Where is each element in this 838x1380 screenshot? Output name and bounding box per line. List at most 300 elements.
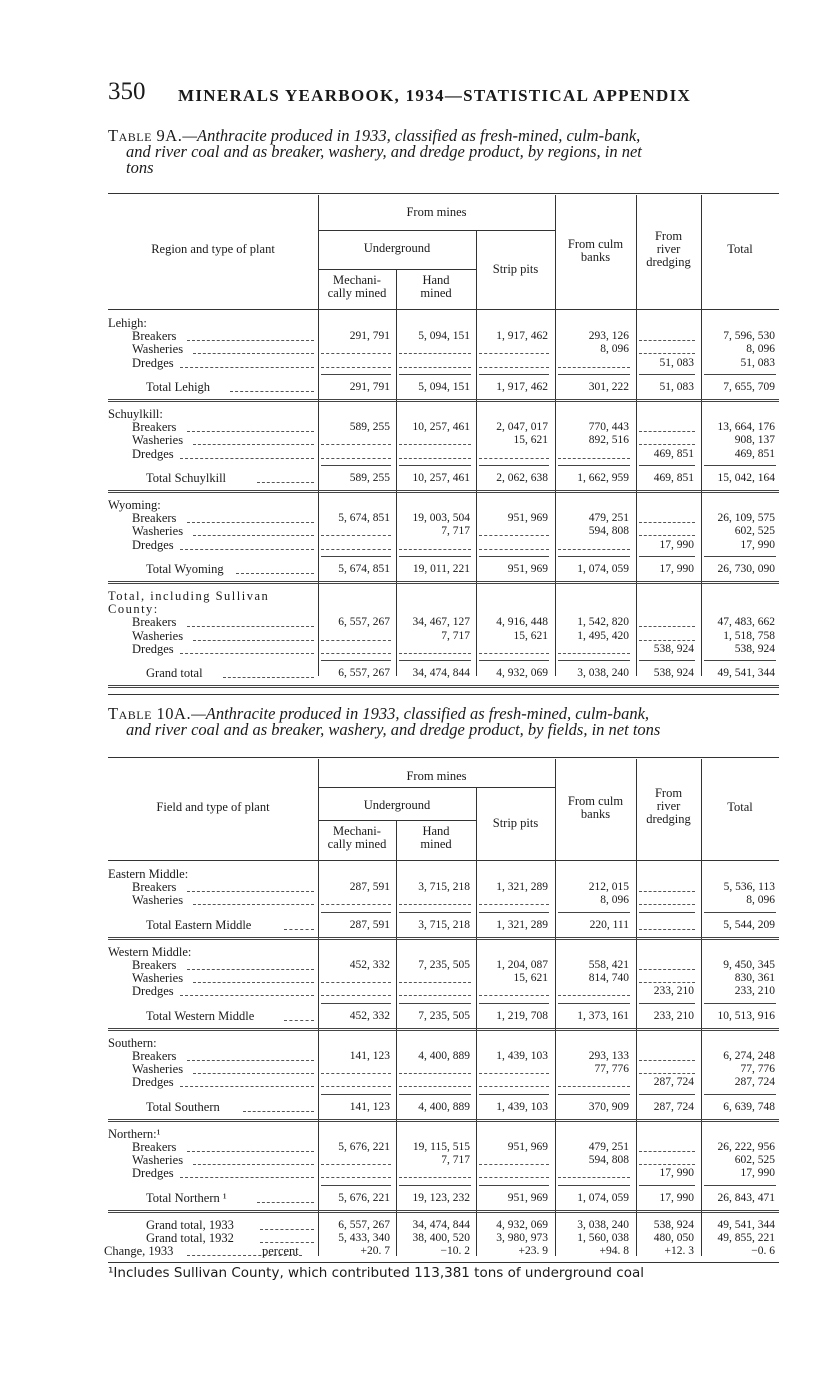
table-9a-title-line3: tons	[126, 158, 154, 177]
table-cell: 558, 421	[588, 959, 629, 971]
empty-cell-leader	[639, 1164, 695, 1165]
empty-cell-leader	[639, 444, 695, 445]
row-label: Dredges	[132, 355, 174, 370]
total-cell: 51, 083	[659, 380, 694, 393]
summary-cell: 38, 400, 520	[412, 1232, 470, 1244]
table-bottom-rule	[108, 694, 779, 695]
row-label: Dredges	[132, 1166, 174, 1181]
header-bottom-rule	[108, 860, 779, 861]
row-label: Washeries	[132, 524, 184, 539]
summary-cell: 3, 980, 973	[496, 1232, 548, 1244]
subtotal-rule	[321, 1003, 391, 1004]
total-cell: 370, 909	[588, 1100, 629, 1113]
group-heading: Eastern Middle:	[108, 867, 189, 881]
table-cell: 1, 204, 087	[496, 959, 548, 971]
row-label: Washeries	[132, 971, 184, 986]
table-top-rule	[108, 757, 779, 758]
empty-cell-leader	[639, 431, 695, 432]
table-cell: 19, 003, 504	[412, 512, 470, 525]
leader-dots	[187, 1151, 314, 1152]
total-cell: 1, 373, 161	[577, 1009, 629, 1022]
subtotal-rule	[321, 556, 391, 557]
total-cell: 2, 062, 638	[496, 471, 548, 484]
column-divider	[476, 230, 477, 676]
subtotal-rule	[399, 1094, 471, 1095]
table-cell: 830, 361	[734, 972, 775, 985]
subtotal-rule	[321, 465, 391, 466]
group-heading: Western Middle:	[108, 944, 192, 959]
total-cell: 291, 791	[349, 380, 390, 393]
subtotal-rule	[639, 556, 695, 557]
subtotal-rule	[639, 465, 695, 466]
empty-cell-leader	[399, 1073, 471, 1074]
summary-unit: percent	[262, 1244, 299, 1259]
summary-cell: 49, 855, 221	[717, 1232, 775, 1244]
table-9a-title-line1: —Anthracite produced in 1933, classified as fresh-mined, culm-bank,	[182, 126, 641, 145]
leader-dots	[284, 929, 314, 930]
total-cell: 3, 715, 218	[418, 918, 470, 931]
group-heading: Southern:	[108, 1035, 157, 1050]
table-cell: 17, 990	[740, 538, 775, 551]
empty-cell-leader	[399, 653, 471, 654]
total-cell: 7, 655, 709	[723, 380, 775, 393]
subtotal-rule	[399, 1003, 471, 1004]
table-cell: 1, 321, 289	[496, 881, 548, 894]
column-divider	[555, 759, 556, 1256]
subtotal-rule	[558, 465, 630, 466]
subtotal-rule	[558, 912, 630, 913]
subtotal-rule	[321, 912, 391, 913]
table-cell: 892, 516	[588, 434, 629, 447]
subtotal-rule	[399, 1185, 471, 1186]
total-cell: 469, 851	[653, 471, 694, 484]
empty-cell-leader	[479, 995, 549, 996]
subtotal-rule	[479, 556, 549, 557]
total-cell: 19, 123, 232	[412, 1191, 470, 1204]
hand-mined-header: Hand mined	[420, 824, 452, 851]
subtotal-rule	[399, 556, 471, 557]
row-label: Breakers	[132, 880, 177, 895]
subtotal-rule	[639, 1003, 695, 1004]
total-cell: 589, 255	[349, 471, 390, 484]
total-cell: 17, 990	[659, 562, 694, 575]
subtotal-rule	[704, 374, 776, 375]
table-cell: 479, 251	[588, 512, 629, 525]
empty-cell-leader	[558, 549, 630, 550]
river-dredging-header: From river dredging	[646, 786, 691, 826]
empty-cell-leader	[639, 929, 695, 930]
culm-banks-header: From culm banks	[567, 237, 624, 264]
subtotal-rule	[704, 912, 776, 913]
table-cell: 594, 808	[588, 1154, 629, 1167]
summary-cell: 1, 560, 038	[577, 1232, 629, 1244]
total-cell: 5, 544, 209	[723, 918, 775, 931]
subtotal-rule	[479, 660, 549, 661]
subtotal-rule	[704, 1185, 776, 1186]
empty-cell-leader	[558, 458, 630, 459]
empty-cell-leader	[558, 1177, 630, 1178]
leader-dots	[243, 1111, 314, 1112]
subtotal-rule	[479, 1185, 549, 1186]
table-cell: 15, 621	[513, 972, 548, 985]
column-divider	[318, 195, 319, 676]
table-cell: 212, 015	[588, 881, 629, 894]
table-cell: 15, 621	[513, 629, 548, 642]
subtotal-rule	[399, 660, 471, 661]
row-label: Breakers	[132, 1140, 177, 1154]
table-cell: 233, 210	[653, 985, 694, 998]
column-divider	[701, 759, 702, 1256]
leader-dots	[193, 1073, 314, 1074]
subtotal-rule	[321, 1094, 391, 1095]
empty-cell-leader	[479, 653, 549, 654]
row-label: Breakers	[132, 329, 177, 344]
leader-dots	[180, 995, 314, 996]
leader-dots	[257, 1202, 314, 1203]
row-label: Washeries	[132, 1153, 184, 1168]
total-label: Total Lehigh	[146, 379, 211, 394]
total-label: Total Eastern Middle	[146, 917, 252, 932]
row-label: Breakers	[132, 615, 177, 630]
group-end-rule	[108, 1210, 779, 1213]
summary-label: Grand total, 1932	[146, 1231, 234, 1245]
empty-cell-leader	[399, 982, 471, 983]
empty-cell-leader	[558, 367, 630, 368]
total-label: Total Wyoming	[146, 561, 224, 576]
total-cell: 951, 969	[507, 1191, 548, 1204]
summary-cell: 4, 932, 069	[496, 1218, 548, 1231]
row-label: Washeries	[132, 342, 184, 357]
table-cell: 1, 917, 462	[496, 330, 548, 343]
total-cell: 1, 439, 103	[496, 1100, 548, 1113]
empty-cell-leader	[321, 444, 391, 445]
total-label: Total Southern	[146, 1099, 220, 1114]
table-cell: 17, 990	[740, 1167, 775, 1180]
table-cell: 77, 776	[594, 1063, 629, 1076]
total-cell: 7, 235, 505	[418, 1009, 470, 1022]
table-cell: 17, 990	[659, 1167, 694, 1180]
table-cell: 17, 990	[659, 538, 694, 551]
table-cell: 5, 094, 151	[418, 330, 470, 343]
leader-dots	[180, 653, 314, 654]
empty-cell-leader	[399, 367, 471, 368]
table-cell: 47, 483, 662	[717, 616, 775, 629]
leader-dots	[180, 1177, 314, 1178]
total-cell: 5, 094, 151	[418, 380, 470, 393]
table-top-rule	[108, 193, 779, 194]
total-cell: 17, 990	[659, 1191, 694, 1204]
total-cell: 10, 513, 916	[717, 1009, 775, 1022]
summary-cell: 34, 474, 844	[412, 1218, 470, 1231]
subtotal-rule	[479, 465, 549, 466]
leader-dots	[257, 482, 314, 483]
row-label: Washeries	[132, 1062, 184, 1077]
total-cell: 4, 932, 069	[496, 667, 548, 679]
subtotal-rule	[704, 556, 776, 557]
strip-pits-header: Strip pits	[492, 816, 539, 830]
empty-cell-leader	[399, 1086, 471, 1087]
summary-cell: 6, 557, 267	[338, 1218, 390, 1231]
table-cell: 26, 222, 956	[717, 1141, 775, 1153]
table-cell: 51, 083	[740, 356, 775, 369]
subtotal-rule	[639, 1094, 695, 1095]
row-label: Washeries	[132, 433, 184, 448]
total-label: Grand total	[146, 666, 203, 680]
table-cell: 26, 109, 575	[717, 512, 775, 525]
table-cell: 602, 525	[734, 1154, 775, 1167]
strip-pits-header: Strip pits	[492, 262, 539, 276]
empty-cell-leader	[639, 1073, 695, 1074]
summary-cell: +23. 9	[518, 1245, 548, 1258]
table-10a-title-line2: and river coal and as breaker, washery, and dredge product, by fields, in net tons	[126, 720, 661, 739]
empty-cell-leader	[321, 1073, 391, 1074]
total-cell: 1, 219, 708	[496, 1009, 548, 1022]
total-cell: 5, 674, 851	[338, 562, 390, 575]
subtotal-rule	[479, 374, 549, 375]
leader-dots	[187, 626, 314, 627]
empty-cell-leader	[639, 904, 695, 905]
total-cell: 26, 843, 471	[717, 1191, 775, 1204]
table-cell: 452, 332	[349, 959, 390, 971]
total-cell: 3, 038, 240	[577, 667, 629, 679]
total-cell: 1, 074, 059	[577, 1191, 629, 1204]
summary-label: Grand total, 1933	[146, 1217, 234, 1232]
subtotal-rule	[639, 660, 695, 661]
total-cell: 951, 969	[507, 562, 548, 575]
table-cell: 5, 676, 221	[338, 1141, 390, 1153]
leader-dots	[236, 573, 314, 574]
summary-label: Change, 1933	[104, 1244, 174, 1259]
leader-dots	[187, 431, 314, 432]
table-cell: 8, 096	[746, 343, 775, 356]
empty-cell-leader	[639, 640, 695, 641]
summary-cell: +94. 8	[599, 1245, 629, 1258]
subtotal-rule	[399, 465, 471, 466]
total-cell: 4, 400, 889	[418, 1100, 470, 1113]
total-cell: 49, 541, 344	[717, 667, 775, 679]
mechanically-mined-header: Mechani- cally mined	[327, 824, 387, 851]
empty-cell-leader	[321, 535, 391, 536]
row-label: Dredges	[132, 537, 174, 552]
column-divider	[636, 759, 637, 1256]
empty-cell-leader	[321, 995, 391, 996]
table-cell: 469, 851	[653, 447, 694, 460]
total-cell: 6, 639, 748	[723, 1100, 775, 1113]
leader-dots	[284, 1020, 314, 1021]
table-cell: 141, 123	[349, 1050, 390, 1062]
table-cell: 7, 235, 505	[418, 959, 470, 971]
summary-cell: 49, 541, 344	[717, 1218, 775, 1231]
summary-cell: 480, 050	[653, 1232, 694, 1244]
subtotal-rule	[321, 660, 391, 661]
table-cell: 7, 717	[441, 1154, 470, 1167]
total-cell: 301, 222	[588, 380, 629, 393]
subtotal-rule	[558, 1003, 630, 1004]
table-cell: 5, 536, 113	[723, 881, 775, 894]
subtotal-rule	[704, 1003, 776, 1004]
table-cell: 2, 047, 017	[496, 421, 548, 434]
row-label: Dredges	[132, 984, 174, 999]
river-dredging-header: From river dredging	[646, 229, 691, 269]
table-cell: 287, 591	[349, 881, 390, 894]
total-label: Total Western Middle	[146, 1008, 255, 1023]
footnote: ¹Includes Sullivan County, which contributed 113,381 tons of underground coal	[108, 1265, 644, 1281]
table-cell: 9, 450, 345	[723, 959, 775, 971]
empty-cell-leader	[639, 1060, 695, 1061]
empty-cell-leader	[479, 1086, 549, 1087]
leader-dots	[193, 444, 314, 445]
row-label: Dredges	[132, 641, 174, 656]
leader-dots	[187, 522, 314, 523]
summary-cell: −10. 2	[440, 1245, 470, 1258]
subtotal-rule	[399, 912, 471, 913]
total-cell: 6, 557, 267	[338, 667, 390, 679]
from-mines-header: From mines	[406, 205, 467, 219]
group-end-rule	[108, 937, 779, 940]
empty-cell-leader	[479, 458, 549, 459]
row-label: Washeries	[132, 628, 184, 643]
underground-header: Underground	[363, 798, 431, 812]
row-label: Breakers	[132, 958, 177, 972]
empty-cell-leader	[639, 1151, 695, 1152]
group-heading: Wyoming:	[108, 498, 161, 512]
subtotal-rule	[639, 912, 695, 913]
empty-cell-leader	[399, 353, 471, 354]
empty-cell-leader	[321, 653, 391, 654]
underground-rule	[318, 820, 476, 821]
empty-cell-leader	[399, 995, 471, 996]
table-cell: 6, 274, 248	[723, 1050, 775, 1062]
empty-cell-leader	[399, 904, 471, 905]
table-10a-label: Table 10A.	[108, 704, 192, 723]
table-10a-caption	[108, 706, 780, 738]
empty-cell-leader	[639, 535, 695, 536]
stub-header: Region and type of plant	[151, 242, 275, 256]
table-cell: 594, 808	[588, 525, 629, 538]
leader-dots	[193, 904, 314, 905]
table-cell: 15, 621	[513, 434, 548, 447]
empty-cell-leader	[639, 969, 695, 970]
table-cell: 602, 525	[734, 525, 775, 538]
empty-cell-leader	[321, 458, 391, 459]
underground-header: Underground	[363, 241, 431, 255]
subtotal-rule	[479, 912, 549, 913]
summary-cell: −0. 6	[751, 1245, 775, 1258]
table-cell: 7, 717	[441, 629, 470, 642]
leader-dots	[187, 891, 314, 892]
empty-cell-leader	[639, 353, 695, 354]
hand-mined-header: Hand mined	[420, 273, 452, 300]
subtotal-rule	[558, 374, 630, 375]
table-cell: 7, 596, 530	[723, 330, 775, 343]
empty-cell-leader	[399, 458, 471, 459]
empty-cell-leader	[639, 522, 695, 523]
culm-banks-header: From culm banks	[567, 794, 624, 821]
running-header: MINERALS YEARBOOK, 1934—STATISTICAL APPENDIX	[178, 86, 692, 105]
total-cell: 287, 724	[653, 1100, 694, 1113]
table-9a-title-line2: and river coal and as breaker, washery, and dredge product, by regions, in net	[126, 142, 642, 161]
empty-cell-leader	[639, 891, 695, 892]
subtotal-rule	[639, 1185, 695, 1186]
table-cell: 19, 115, 515	[412, 1141, 470, 1153]
empty-cell-leader	[639, 626, 695, 627]
table-cell: 291, 791	[349, 330, 390, 343]
total-label: Total Northern ¹	[146, 1190, 227, 1205]
empty-cell-leader	[558, 1086, 630, 1087]
empty-cell-leader	[321, 1164, 391, 1165]
group-end-rule	[108, 581, 779, 584]
leader-dots	[180, 1086, 314, 1087]
group-heading: Schuylkill:	[108, 407, 163, 421]
subtotal-rule	[558, 1185, 630, 1186]
table-bottom-rule	[108, 1262, 779, 1263]
leader-dots	[187, 340, 314, 341]
table-cell: 4, 400, 889	[418, 1050, 470, 1062]
table-cell: 293, 133	[588, 1050, 629, 1062]
subtotal-rule	[558, 660, 630, 661]
stub-header: Field and type of plant	[156, 800, 270, 814]
table-cell: 13, 664, 176	[717, 421, 775, 434]
table-cell: 1, 542, 820	[577, 616, 629, 629]
total-cell: 1, 917, 462	[496, 380, 548, 393]
table-cell: 5, 674, 851	[338, 512, 390, 525]
leader-dots	[260, 1229, 314, 1230]
empty-cell-leader	[479, 1073, 549, 1074]
table-cell: 589, 255	[349, 421, 390, 434]
summary-cell: +12. 3	[664, 1245, 694, 1258]
total-header: Total	[727, 242, 753, 256]
table-cell: 4, 916, 448	[496, 616, 548, 629]
leader-dots	[187, 1060, 314, 1061]
row-label: Breakers	[132, 511, 177, 526]
total-cell: 5, 676, 221	[338, 1191, 390, 1204]
empty-cell-leader	[399, 1177, 471, 1178]
table-cell: 1, 495, 420	[577, 629, 629, 642]
total-header: Total	[727, 800, 753, 814]
total-cell: 233, 210	[653, 1009, 694, 1022]
empty-cell-leader	[321, 549, 391, 550]
table-cell: 951, 969	[507, 512, 548, 525]
empty-cell-leader	[479, 904, 549, 905]
empty-cell-leader	[321, 1086, 391, 1087]
table-cell: 1, 518, 758	[723, 629, 775, 642]
from-mines-rule	[318, 787, 555, 788]
empty-cell-leader	[479, 367, 549, 368]
from-mines-rule	[318, 230, 555, 231]
total-cell: 538, 924	[653, 667, 694, 679]
group-end-rule	[108, 1119, 779, 1122]
empty-cell-leader	[479, 535, 549, 536]
summary-cell: 3, 038, 240	[577, 1218, 629, 1231]
table-cell: 1, 439, 103	[496, 1050, 548, 1062]
table-9a-label: Table 9A.	[108, 126, 183, 145]
subtotal-rule	[479, 1003, 549, 1004]
leader-dots	[193, 353, 314, 354]
empty-cell-leader	[558, 653, 630, 654]
group-heading: Lehigh:	[108, 316, 147, 330]
subtotal-rule	[704, 1094, 776, 1095]
summary-cell: +20. 7	[360, 1245, 390, 1258]
group-heading: Northern:¹	[108, 1126, 161, 1141]
leader-dots	[260, 1242, 314, 1243]
leader-dots	[193, 640, 314, 641]
empty-cell-leader	[558, 995, 630, 996]
total-cell: 141, 123	[349, 1100, 390, 1113]
leader-dots	[187, 969, 314, 970]
subtotal-rule	[639, 374, 695, 375]
table-cell: 951, 969	[507, 1141, 548, 1153]
table-cell: 538, 924	[734, 642, 775, 655]
